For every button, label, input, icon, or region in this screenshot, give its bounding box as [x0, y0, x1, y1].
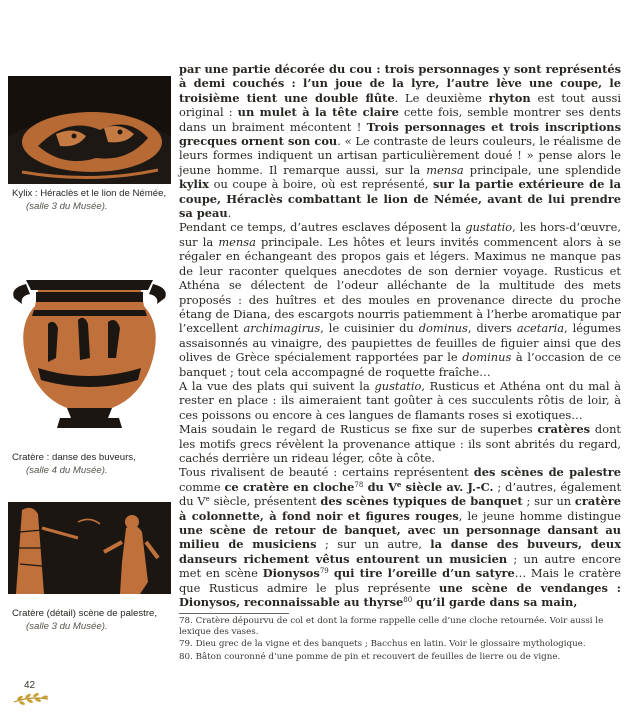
- superscript: e: [205, 495, 210, 504]
- latin-term: acetaria: [516, 321, 565, 336]
- palestra-detail-photo: [8, 502, 171, 594]
- emphasis: par une partie décorée du cou : trois personnages y sont représentés à demi couchés : l’un joue de la lyre, l’autre lève une coupe, le troisième tient une double flûte: [179, 62, 621, 105]
- text-run: cette fois, semble montrer ses dents dans un braiment mécontent !: [179, 105, 622, 134]
- sidebar: [0, 0, 175, 720]
- caption-location: (salle 4 du Musée).: [26, 464, 108, 476]
- figure-caption: [12, 608, 177, 633]
- text-run: est tout aussi original :: [179, 90, 621, 120]
- paragraph: [179, 379, 621, 422]
- footnote-rule: [179, 613, 289, 614]
- text-run: … Mais le cratère que Rusticus admire le plus représente: [179, 566, 622, 595]
- caption-location: (salle 3 du Musée).: [26, 200, 108, 212]
- text-run: principale, une splendide: [463, 162, 621, 177]
- krater-photo: [8, 258, 171, 438]
- emphasis: siècle av. J.-C.: [401, 479, 494, 494]
- text-run: à l’occasion de ce banquet ; tout cela accompagné de roquette fraîche…: [179, 350, 622, 379]
- latin-term: dominus: [462, 350, 512, 365]
- laurel-branch-icon: [12, 690, 50, 706]
- emphasis: cratère à colonnette, à fond noir et figures rouges: [179, 494, 621, 523]
- figure-caption: [12, 188, 177, 213]
- emphasis: Trois personnages et trois inscriptions grecques ornent son cou: [179, 119, 621, 149]
- text-run: principale. Les hôtes et leurs invités commencent alors à se régaler en échangeant des propos gais et légers. Maximus ne manque pas de leur raconter quelques anecdotes de son dernier voyage. Rusticus et Athéna se délectent de l’odeur alléchante de la multitude des mets proposés : des huîtres et des moules en provenance directe du proche étang de Diana, des escargots nourris patiemment à l’herbe aromatique par l’excellent: [179, 234, 621, 336]
- emphasis: kylix: [179, 177, 209, 192]
- emphasis: ce cratère en cloche: [224, 479, 355, 494]
- latin-term: mensa: [426, 162, 464, 177]
- caption-text: Cratère : danse des buveurs,: [12, 452, 136, 463]
- text-run: . « Le contraste de leurs couleurs, le réalisme de leurs formes indiquent un artisan particulièrement doué ! » pense alors le jeune homme. Il remarque aussi, sur la: [179, 134, 621, 177]
- emphasis: des scènes de palestre: [473, 465, 621, 480]
- footnote-ref[interactable]: 80: [403, 596, 413, 605]
- main-text: [179, 62, 621, 609]
- text-run: A la vue des plats qui suivent la: [179, 378, 375, 393]
- text-run: , Rusticus et Athéna ont du mal à rester en place : ils aimeraient tant goûter à ces succulents rôtis de loir, à ces poissons ou encore à ces langues de flamants roses si exotiques…: [179, 378, 621, 422]
- caption-text: Kylix : Héraclès et le lion de Némée,: [12, 188, 167, 199]
- text-run: ; sur un autre,: [316, 537, 431, 552]
- text-run: , le jeune homme distingue: [458, 508, 621, 523]
- footnotes: [179, 616, 621, 664]
- text-run: Pendant ce temps, d’autres esclaves déposent la: [179, 220, 466, 235]
- figure-caption: [12, 452, 177, 477]
- text-run: ; sur un: [522, 494, 575, 509]
- emphasis: une scène de vendanges : Dionysos, reconnaissable au thyrse: [179, 580, 621, 610]
- latin-term: dominus: [418, 321, 468, 336]
- footnote: 79. Dieu grec de la vigne et des banquets ; Bacchus en latin. Voir le glossaire mythologique.: [179, 639, 586, 650]
- emphasis: qui tire l’oreille d’un satyre: [328, 566, 515, 581]
- emphasis: un mulet à la tête claire: [237, 105, 399, 120]
- text-run: ou coupe à boire, où est représenté,: [208, 177, 434, 192]
- footnote-ref[interactable]: 79: [319, 567, 329, 576]
- emphasis: du V: [363, 479, 397, 494]
- emphasis: la danse des buveurs, deux danseurs richement vêtus entourent un musicien: [179, 537, 621, 566]
- text-run: ; un autre encore met en scène: [179, 551, 621, 581]
- emphasis: qu’il garde dans sa main,: [412, 595, 578, 610]
- emphasis: rhyton: [488, 90, 531, 105]
- text-run: .: [227, 206, 232, 221]
- emphasis: cratères: [537, 422, 591, 437]
- emphasis: Dionysos: [262, 566, 320, 581]
- text-run: siècle, présentent: [209, 494, 321, 509]
- text-run: ; d’autres, également du V: [179, 479, 622, 509]
- caption-text: Cratère (détail) scène de palestre,: [12, 608, 158, 619]
- emphasis: une scène de retour de banquet, avec un personnage dansant au milieu de musiciens: [179, 523, 621, 552]
- footnote: 78. Cratère dépourvu de col et dont la forme rappelle celle d’une cloche retournée. Voir aussi le lexique des vases.: [179, 616, 604, 638]
- caption-location: (salle 3 du Musée).: [26, 620, 108, 632]
- text-run: Tous rivalisent de beauté : certains représentent: [179, 465, 474, 480]
- text-run: Mais soudain le regard de Rusticus se fixe sur de superbes: [179, 422, 538, 437]
- text-run: , divers: [467, 321, 517, 336]
- footnote-ref[interactable]: 78: [354, 480, 364, 489]
- paragraph: [179, 220, 621, 378]
- kylix-photo: [8, 76, 171, 184]
- latin-term: gustatio: [374, 378, 422, 393]
- latin-term: mensa: [218, 234, 256, 249]
- emphasis: sur la partie extérieure de la coupe, Héraclès combattant le lion de Némée, avant de lui prendre sa peau: [179, 177, 621, 221]
- paragraph: [179, 465, 621, 609]
- superscript: e: [396, 479, 402, 489]
- latin-term: archimagirus: [243, 321, 321, 336]
- text-run: , légumes assaisonnés au vinaigre, des paupiettes de feuilles de figuier ainsi que des olives de Grèce spécialement rapportées par le: [179, 321, 622, 365]
- emphasis: des scènes typiques de banquet: [320, 494, 523, 509]
- text-run: , le cuisinier du: [320, 321, 419, 336]
- latin-term: gustatio: [465, 220, 513, 235]
- text-run: , les hors-d’œuvre, sur la: [179, 220, 621, 249]
- paragraph: [179, 422, 621, 465]
- text-run: dont les motifs grecs révèlent la provenance attique : ils sont abrités du regard, cachés derrière un rideau léger, côte à côte.: [179, 422, 621, 465]
- text-run: comme: [179, 479, 225, 494]
- paragraph: [179, 62, 621, 220]
- page-number: 42: [24, 680, 36, 691]
- footnote: 80. Bâton couronné d’une pomme de pin et recouvert de feuilles de lierre ou de vigne.: [179, 651, 561, 662]
- text-run: . Le deuxième: [394, 90, 489, 105]
